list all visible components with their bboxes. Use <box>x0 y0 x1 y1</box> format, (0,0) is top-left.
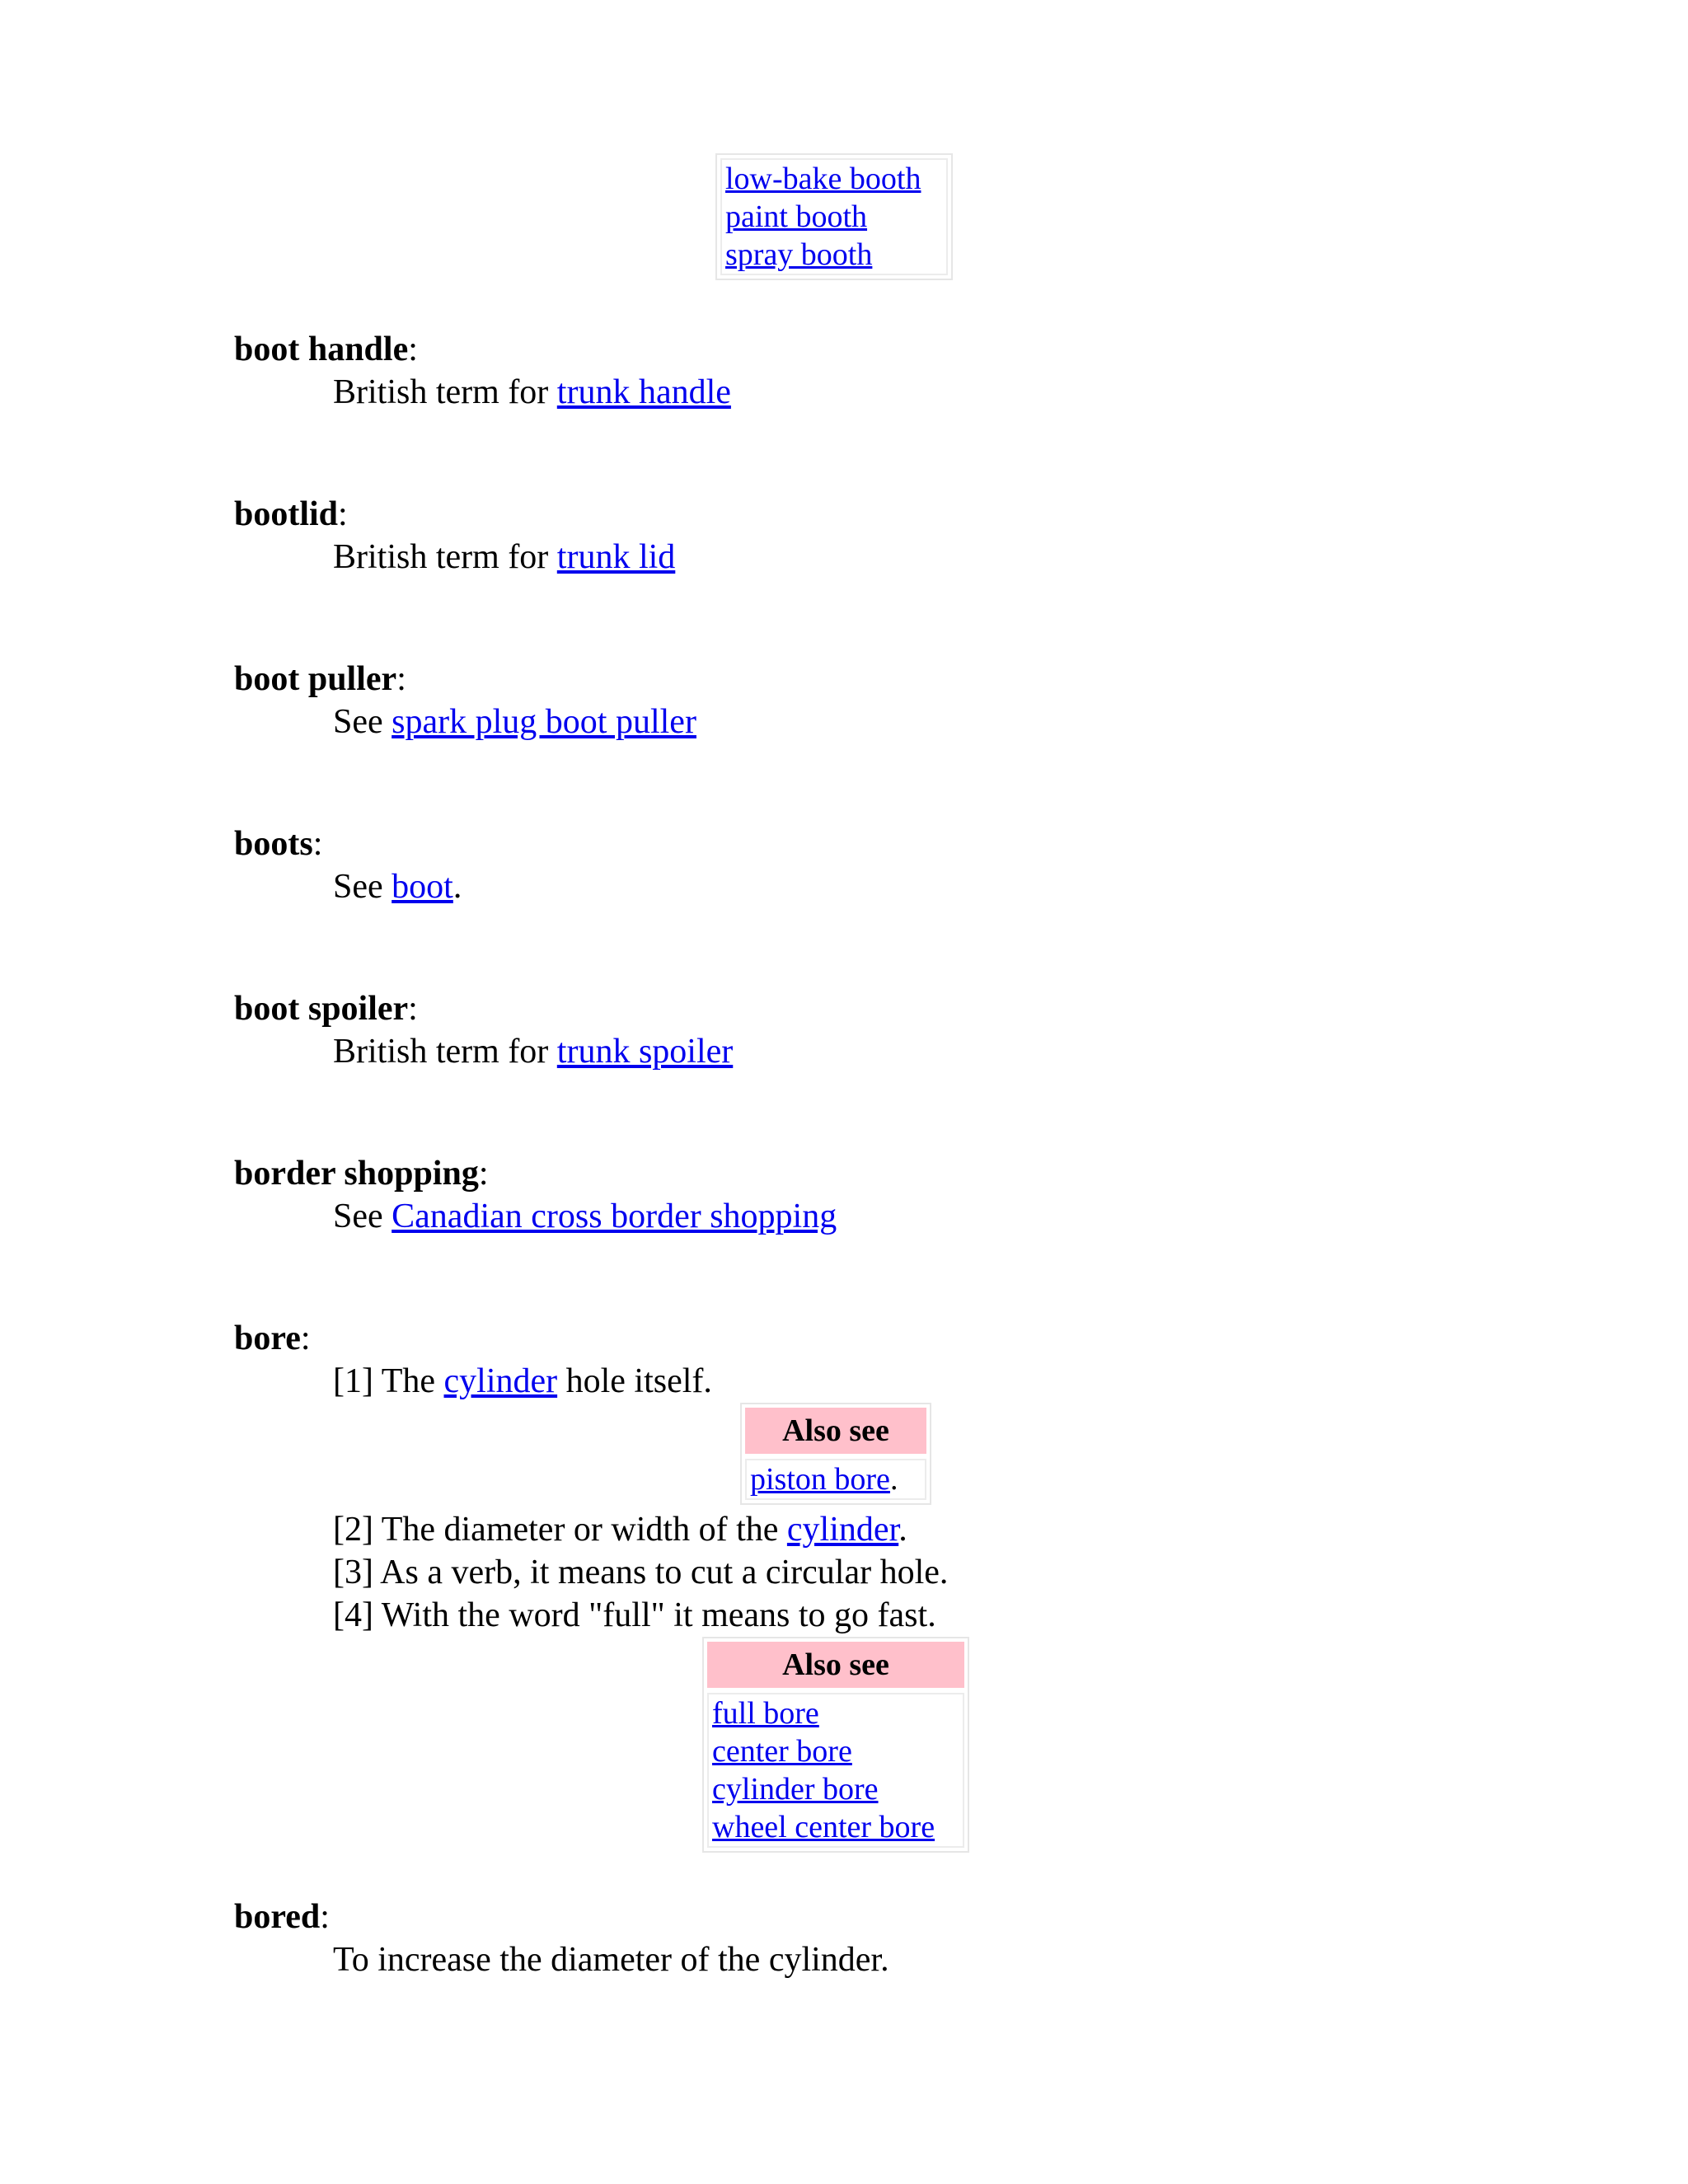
also-see-heading: Also see <box>745 1408 926 1454</box>
definition-boot-spoiler: British term for trunk spoiler <box>333 1033 734 1071</box>
term-bootlid: bootlid: <box>234 495 348 533</box>
link-center-bore[interactable]: center bore <box>712 1734 852 1769</box>
definition-bore-4: [4] With the word "full" it means to go fast. <box>333 1596 936 1634</box>
also-see-box-piston <box>740 1403 931 1505</box>
definition-bored: To increase the diameter of the cylinder. <box>333 1941 889 1979</box>
term-bored: bored: <box>234 1898 330 1936</box>
term-border-shopping: border shopping: <box>234 1155 489 1193</box>
definition-boot-handle: British term for trunk handle <box>333 373 731 411</box>
term-boots: boots: <box>234 825 323 863</box>
link-cylinder-bore[interactable]: cylinder bore <box>712 1772 879 1807</box>
term-boot-spoiler: boot spoiler: <box>234 990 418 1028</box>
link-wheel-center-bore[interactable]: wheel center bore <box>712 1810 935 1844</box>
definition-bore-3: [3] As a verb, it means to cut a circular hole. <box>333 1554 949 1591</box>
link-cylinder[interactable]: cylinder <box>443 1362 558 1400</box>
link-spray-booth[interactable]: spray booth <box>725 237 873 272</box>
also-see-list: piston bore. <box>745 1459 926 1500</box>
link-spark-plug-boot-puller[interactable]: spark plug boot puller <box>392 703 696 741</box>
definition-bore-1: [1] The cylinder hole itself. <box>333 1362 712 1400</box>
top-links-list <box>720 158 948 275</box>
definition-bootlid: British term for trunk lid <box>333 538 676 576</box>
definition-bore-2: [2] The diameter or width of the cylinder. <box>333 1511 907 1549</box>
also-see-heading-2: Also see <box>707 1642 964 1688</box>
link-piston-bore[interactable]: piston bore <box>750 1462 890 1497</box>
also-see-list-2 <box>707 1693 964 1848</box>
definition-boots: See boot. <box>333 868 462 906</box>
link-full-bore[interactable]: full bore <box>712 1696 819 1731</box>
link-trunk-spoiler[interactable]: trunk spoiler <box>556 1033 734 1071</box>
link-low-bake-booth[interactable]: low-bake booth <box>725 162 921 196</box>
link-trunk-lid[interactable]: trunk lid <box>556 538 676 576</box>
link-trunk-handle[interactable]: trunk handle <box>556 373 731 411</box>
term-boot-handle: boot handle: <box>234 330 418 368</box>
link-cylinder-2[interactable]: cylinder <box>786 1511 899 1549</box>
term-bore: bore: <box>234 1319 311 1357</box>
link-paint-booth[interactable]: paint booth <box>725 199 868 234</box>
link-canadian-cross-border-shopping[interactable]: Canadian cross border shopping <box>392 1197 837 1235</box>
term-boot-puller: boot puller: <box>234 660 406 698</box>
link-boot[interactable]: boot <box>392 868 453 906</box>
top-links-box <box>715 153 953 280</box>
definition-border-shopping: See Canadian cross border shopping <box>333 1197 837 1235</box>
also-see-box-bore <box>702 1637 969 1853</box>
definition-boot-puller: See spark plug boot puller <box>333 703 696 741</box>
